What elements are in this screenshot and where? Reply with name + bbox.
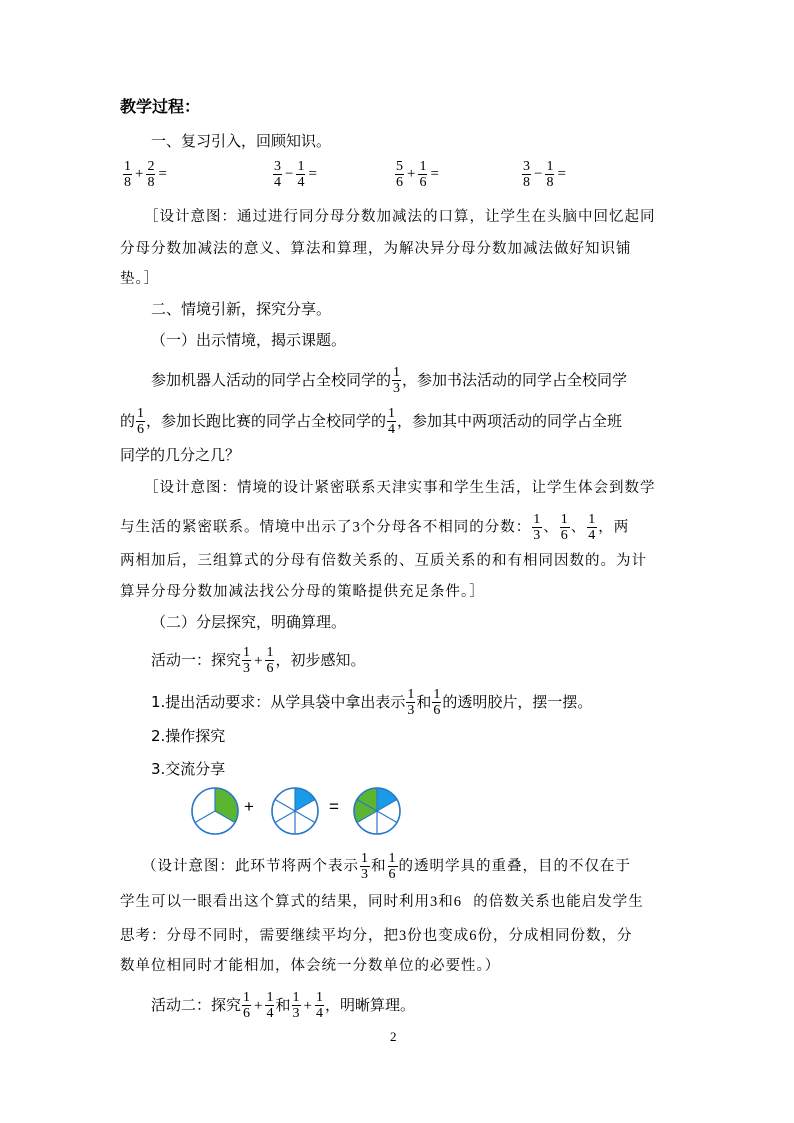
step-line: 2.操作探究	[151, 727, 226, 745]
equals-sign: =	[329, 797, 339, 816]
design-intent-line: ［设计意图：情境的设计紧密联系天津实事和学生生活，让学生体会到数学	[144, 480, 656, 496]
pie-sixth-sector	[295, 788, 315, 811]
review-equation: $\frac{5}{6}$ + $\frac{1}{6}$ =	[396, 159, 439, 190]
fraction: $\frac{1}{4}$	[266, 990, 274, 1021]
page-number: 2	[390, 1029, 397, 1044]
fraction: $\frac{1}{8}$	[124, 159, 131, 190]
pie-combined	[351, 785, 403, 837]
fraction: $\frac{1}{4}$	[388, 406, 396, 437]
fraction: $\frac{1}{4}$	[588, 512, 597, 543]
step-line: 1.提出活动要求：从学具袋中拿出表示 $\frac{1}{3}$ 和 $\frac{1}{6}$ 的透明胶片，摆一摆。	[151, 687, 593, 718]
fraction: $\frac{1}{3}$	[292, 990, 300, 1021]
fraction: $\frac{5}{6}$	[396, 159, 403, 190]
fraction: $\frac{1}{3}$	[393, 365, 401, 396]
section-heading: 教学过程：	[120, 97, 201, 116]
fraction: $\frac{3}{4}$	[274, 159, 281, 190]
fraction: $\frac{1}{4}$	[315, 990, 323, 1021]
review-equation: $\frac{3}{8}$ − $\frac{1}{8}$ =	[523, 159, 566, 190]
design-intent-line: 思考：分母不同时，需要继续平均分，把3份也变成6份，分成相同份数，分	[120, 928, 633, 944]
fraction: $\frac{1}{6}$	[419, 159, 427, 190]
review-equation: $\frac{3}{4}$ − $\frac{1}{4}$ =	[274, 159, 317, 190]
fraction: $\frac{1}{6}$	[137, 406, 145, 437]
review-equation: $\frac{1}{8}$ + $\frac{2}{8}$ =	[124, 159, 167, 190]
plus-sign: +	[244, 797, 254, 816]
fraction: $\frac{1}{6}$	[266, 645, 274, 676]
design-intent-line: 分母分数加减法的意义、算法和算理，为解决异分母分数加减法做好知识铺	[120, 241, 632, 257]
subsection-title: （一）出示情境，揭示课题。	[151, 331, 347, 349]
pie-blue-sector	[377, 788, 397, 811]
fraction: $\frac{1}{6}$	[560, 512, 569, 543]
fraction: $\frac{1}{3}$	[533, 512, 542, 543]
fraction: $\frac{3}{8}$	[523, 159, 530, 190]
section-title: 二、情境引新，探究分享。	[151, 300, 332, 318]
pie-one-sixth	[269, 785, 321, 837]
fraction: $\frac{1}{8}$	[546, 159, 554, 190]
pie-one-third	[189, 785, 241, 837]
scenario-line: 的 $\frac{1}{6}$ ，参加长跑比赛的同学占全校同学的 $\frac{1}{4}$ ，参加其中两项活动的同学占全班	[120, 406, 623, 437]
design-intent-line: ［设计意图：通过进行同分母分数加减法的口算，让学生在头脑中回忆起同	[144, 209, 656, 225]
design-intent-line: 垫。］	[120, 271, 160, 287]
step-line: 3.交流分享	[151, 760, 226, 778]
scenario-line: 参加机器人活动的同学占全校同学的 $\frac{1}{3}$ ，参加书法活动的同学占全校同学	[151, 365, 628, 396]
design-intent-line: 两相加后，三组算式的分母有倍数关系的、互质关系的和有相同因数的。为计	[120, 553, 647, 569]
design-intent-line: 算异分母分数加减法找公分母的策略提供充足条件。］	[120, 584, 485, 600]
fraction: $\frac{1}{4}$	[297, 159, 305, 190]
activity-line: 活动二：探究 $\frac{1}{6}$ + $\frac{1}{4}$ 和 $\frac{1}{3}$ + $\frac{1}{4}$ ，明晰算理。	[151, 990, 415, 1021]
design-intent-line: 学生可以一眼看出这个算式的结果，同时利用3和6 的倍数关系也能启发学生	[120, 894, 644, 910]
fraction: $\frac{1}{6}$	[433, 687, 441, 718]
fraction: $\frac{2}{8}$	[147, 159, 155, 190]
fraction: $\frac{1}{3}$	[361, 851, 369, 882]
fraction: $\frac{1}{6}$	[243, 990, 251, 1021]
design-intent-line: 数单位相同时才能相加，体会统一分数单位的必要性。）	[120, 958, 501, 974]
review-title: 一、复习引入，回顾知识。	[151, 132, 332, 150]
design-intent-line: （设计意图：此环节将两个表示 $\frac{1}{3}$ 和 $\frac{1}{6}$ 的透明学具的重叠，目的不仅在于	[142, 851, 631, 882]
design-intent-line: 与生活的紧密联系。情境中出示了3个分母各不相同的分数： $\frac{1}{3}$ 、 $\frac{1}{6}$ 、 $\frac{1}{4}$ ，两	[120, 512, 630, 543]
fraction: $\frac{1}{3}$	[407, 687, 415, 718]
fraction: $\frac{1}{3}$	[243, 645, 251, 676]
scenario-line: 同学的几分之几？	[120, 446, 241, 464]
fraction: $\frac{1}{6}$	[388, 851, 397, 882]
activity-line: 活动一：探究 $\frac{1}{3}$ + $\frac{1}{6}$ ，初步感知。	[151, 645, 366, 676]
subsection-title: （二）分层探究，明确算理。	[151, 613, 347, 631]
